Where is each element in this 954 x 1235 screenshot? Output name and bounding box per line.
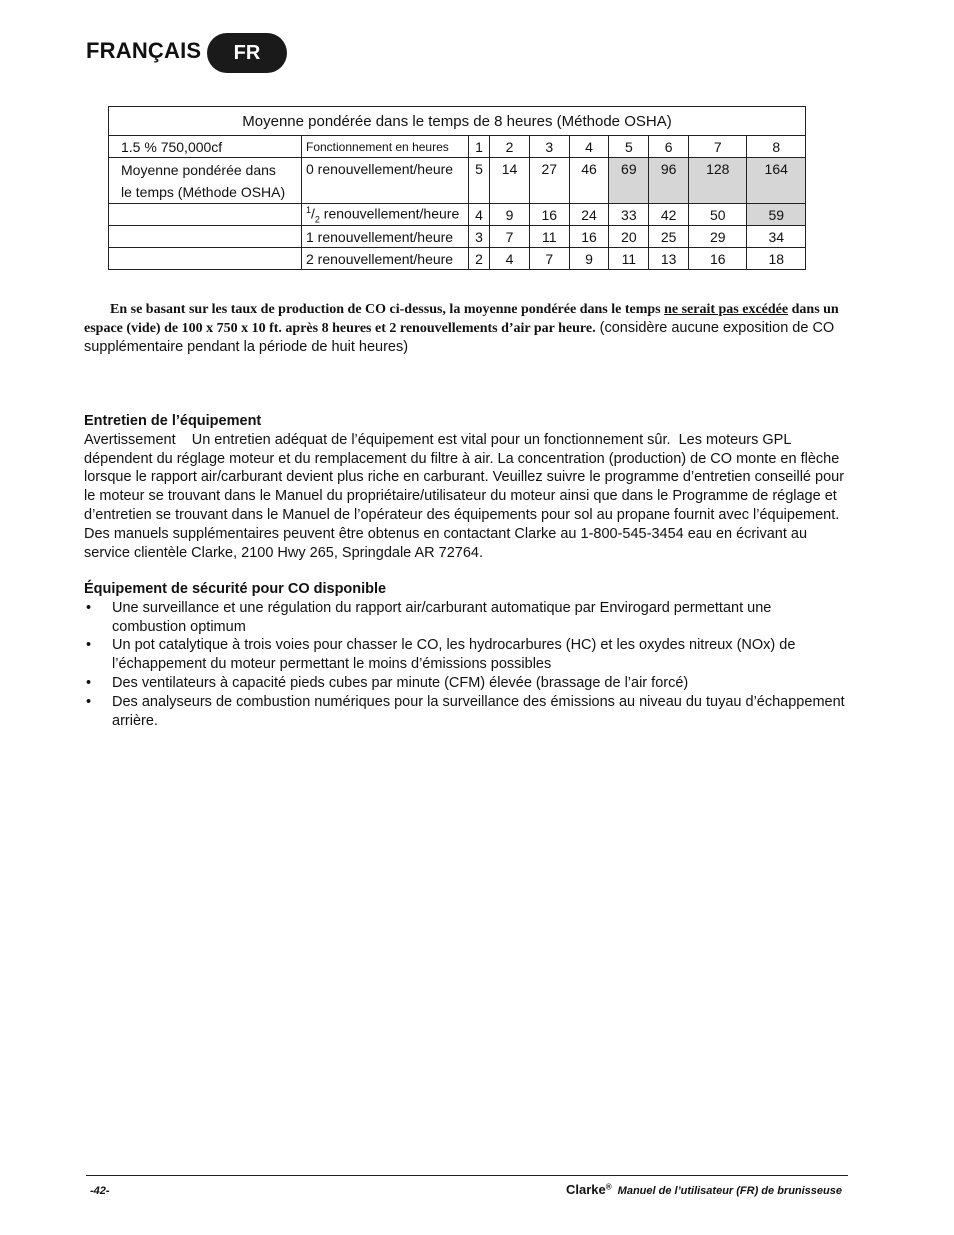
row-group-label	[109, 158, 302, 204]
summary-underlined-text: ne serait pas excédée	[664, 302, 789, 317]
registered-mark: ®	[605, 1182, 612, 1192]
summary-bold-text: En se basant sur les taux de production de CO ci-dessus, la moyenne pondérée dans le temps	[110, 302, 665, 317]
table-header-row	[109, 136, 806, 158]
osha-table	[108, 106, 806, 270]
value-cell: 42	[649, 204, 689, 226]
value-cell: 18	[747, 248, 806, 270]
row-group-label-line1: Moyenne pondérée dans	[121, 161, 276, 178]
page-language-title: FRANÇAIS	[86, 38, 202, 63]
value-cell: 16	[689, 248, 747, 270]
value-cell: 34	[747, 226, 806, 248]
table-title: Moyenne pondérée dans le temps de 8 heures (Méthode OSHA)	[109, 107, 806, 136]
hour-cell: 3	[529, 136, 569, 158]
table-row	[109, 204, 806, 226]
value-cell-highlighted: 59	[747, 204, 806, 226]
hour-cell: 6	[649, 136, 689, 158]
value-cell: 4	[490, 248, 530, 270]
table-row	[109, 226, 806, 248]
value-cell: 5	[469, 158, 490, 204]
row-label-text: renouvellement/heure	[319, 205, 460, 222]
fraction-denominator: 2	[314, 214, 320, 225]
value-cell: 25	[649, 226, 689, 248]
empty-cell	[109, 204, 302, 226]
table-row	[109, 158, 806, 204]
value-cell: 7	[490, 226, 530, 248]
page-number: -42-	[90, 1185, 110, 1197]
summary-bold-text-2: dans un espace (vide) de 100 x 750 x 10 ft. après 8 heures et 2 renouvellements d’air par heure.	[84, 302, 839, 336]
value-cell: 16	[529, 204, 569, 226]
hour-cell: 7	[689, 136, 747, 158]
value-cell: 4	[469, 204, 490, 226]
row-label: 0 renouvellement/heure	[302, 158, 469, 204]
bullet-icon: •	[86, 674, 92, 691]
row-group-label-line2: le temps (Méthode OSHA)	[121, 183, 286, 200]
value-cell-highlighted: 96	[649, 158, 689, 204]
value-cell: 20	[609, 226, 649, 248]
table-row	[109, 248, 806, 270]
empty-cell	[109, 226, 302, 248]
list-item-text: Des analyseurs de combustion numériques pour la surveillance des émissions au niveau du tuyau d’échappement arrière.	[112, 693, 845, 729]
empty-cell	[109, 248, 302, 270]
row-label: 1 renouvellement/heure	[302, 226, 469, 248]
value-cell: 46	[569, 158, 609, 204]
value-cell: 3	[469, 226, 490, 248]
row-label: $^1/_2$ renouvellement/heure	[302, 204, 469, 226]
header-volume-cell: 1.5 % 750,000cf	[109, 136, 302, 158]
value-cell: 33	[609, 204, 649, 226]
manual-title: Manuel de l’utilisateur (FR) de brunisseuse	[617, 1185, 842, 1197]
value-cell: 11	[529, 226, 569, 248]
value-cell: 50	[689, 204, 747, 226]
value-cell-highlighted: 69	[609, 158, 649, 204]
maintenance-body: Avertissement Un entretien adéquat de l’équipement est vital pour un fonctionnement sûr. Les moteurs GPL dépendent du réglage moteur et du remplacement du filtre à air. La concentration (production) de CO monte en flèche lorsque le rapport air/carburant devient plus riche en carburant. Veuillez suivre le programme d’entretien conseillé pour le moteur se trouvant dans le Manuel du propriétaire/utilisateur du moteur ainsi que dans le Programme de réglage et d’entretien se trouvant dans le Manuel de l’opérateur des équipements pour sol au propane fournit avec l’équipement. Des manuels supplémentaires peuvent être obtenus en contactant Clarke au 1-800-545-3454 eau en écrivant au service clientèle Clarke, 2100 Hwy 265, Springdale AR 72764.	[84, 431, 849, 561]
value-cell-highlighted: 164	[747, 158, 806, 204]
value-cell: 16	[569, 226, 609, 248]
fraction-numerator: 1	[306, 204, 312, 215]
maintenance-heading: Entretien de l’équipement	[84, 413, 262, 429]
value-cell: 29	[689, 226, 747, 248]
list-item-text: Un pot catalytique à trois voies pour chasser le CO, les hydrocarbures (HC) et les oxydes nitreux (NOx) de l’échappement du moteur permettant le moins d’émissions possibles	[112, 637, 796, 673]
list-item	[84, 693, 846, 731]
value-cell: 14	[490, 158, 530, 204]
hour-cell: 1	[469, 136, 490, 158]
value-cell: 9	[490, 204, 530, 226]
value-cell: 27	[529, 158, 569, 204]
maintenance-section	[84, 412, 849, 562]
bullet-icon: •	[86, 693, 92, 710]
value-cell: 11	[609, 248, 649, 270]
value-cell: 2	[469, 248, 490, 270]
value-cell: 13	[649, 248, 689, 270]
summary-normal-text: (considère aucune exposition de CO supplémentaire pendant la période de huit heures)	[84, 320, 835, 355]
value-cell: 7	[529, 248, 569, 270]
footer-divider	[86, 1175, 848, 1176]
summary-paragraph	[84, 300, 844, 357]
hour-cell: 2	[490, 136, 530, 158]
list-item	[84, 599, 846, 637]
list-item-text: Une surveillance et une régulation du rapport air/carburant automatique par Envirogard permettant une combustion optimum	[112, 599, 772, 635]
hour-cell: 4	[569, 136, 609, 158]
list-item	[84, 636, 846, 674]
safety-list	[84, 599, 846, 731]
value-cell: 24	[569, 204, 609, 226]
row-label: 2 renouvellement/heure	[302, 248, 469, 270]
value-cell: 9	[569, 248, 609, 270]
brand-name: Clarke	[566, 1182, 606, 1197]
language-badge: FR	[207, 33, 287, 73]
hour-cell: 8	[747, 136, 806, 158]
header-hours-label: Fonctionnement en heures	[302, 136, 469, 158]
hour-cell: 5	[609, 136, 649, 158]
safety-heading: Équipement de sécurité pour CO disponible	[84, 581, 387, 597]
bullet-icon: •	[86, 599, 92, 616]
bullet-icon: •	[86, 637, 92, 654]
list-item	[84, 674, 846, 693]
value-cell-highlighted: 128	[689, 158, 747, 204]
list-item-text: Des ventilateurs à capacité pieds cubes par minute (CFM) élevée (brassage de l’air forcé)	[112, 674, 689, 691]
footer-title-block	[566, 1182, 842, 1197]
safety-section	[84, 580, 846, 730]
